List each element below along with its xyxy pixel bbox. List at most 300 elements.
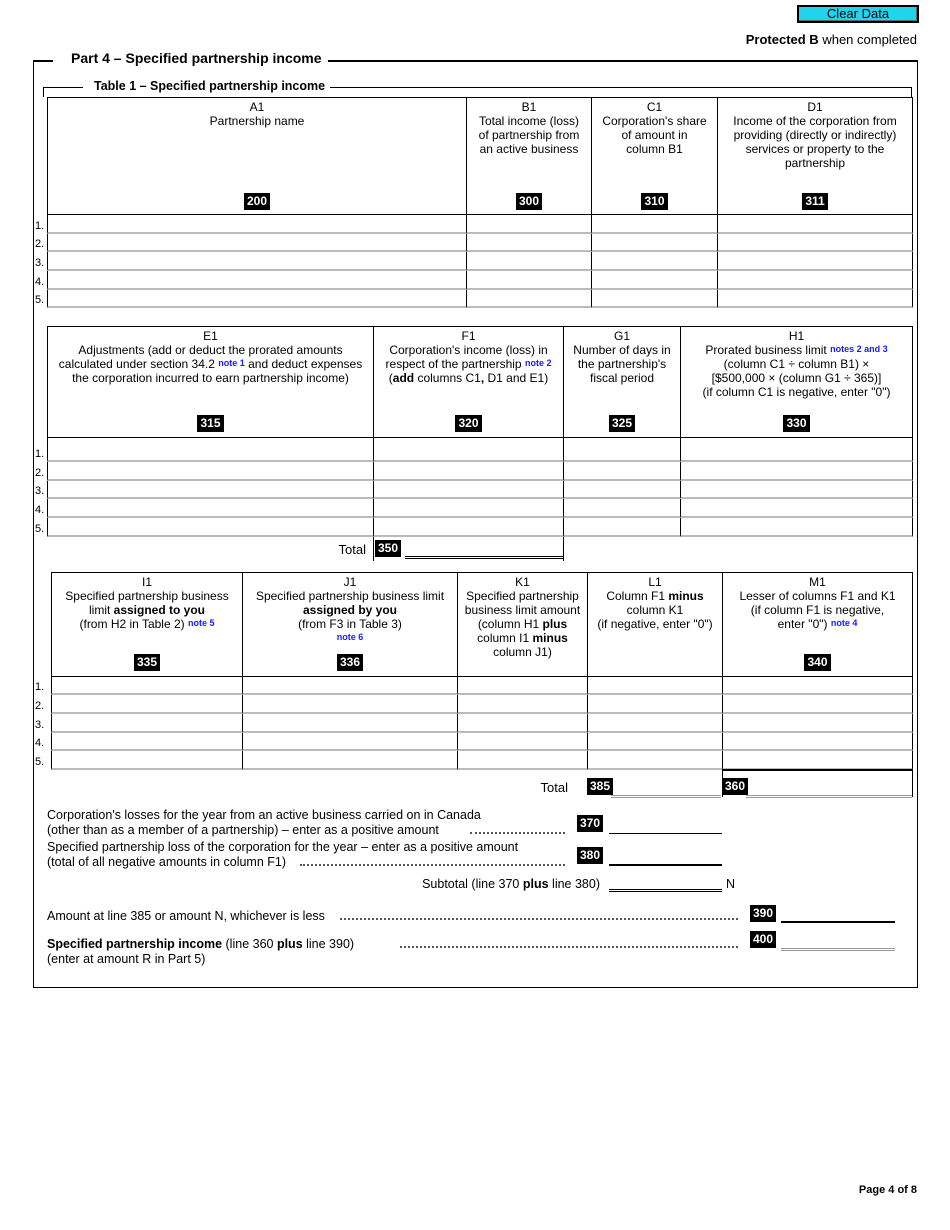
cell-input[interactable] <box>52 751 242 768</box>
cell-input[interactable] <box>374 499 563 516</box>
line-code-340: 340 <box>804 654 830 671</box>
line-code-200: 200 <box>244 193 270 210</box>
column-header-i1 <box>51 572 243 677</box>
cell-input[interactable] <box>718 234 912 250</box>
header-line: (if column F1 is negative, <box>750 603 885 617</box>
line-code-315: 315 <box>197 415 223 432</box>
code-wrap <box>48 193 466 210</box>
cell-input[interactable] <box>458 677 587 693</box>
cell-input[interactable] <box>374 518 563 535</box>
header-line: (if column C1 is negative, enter "0") <box>702 385 891 399</box>
table-cell-h1-row-4 <box>680 499 913 518</box>
column-header-d1 <box>717 97 913 215</box>
cell-input[interactable] <box>564 438 680 460</box>
code-wrap <box>723 654 912 671</box>
cell-input[interactable] <box>48 438 373 460</box>
cell-input[interactable] <box>564 481 680 497</box>
row-number: 2. <box>35 238 45 250</box>
header-line: Number of days in <box>573 343 671 357</box>
header-line <box>374 371 563 385</box>
line-380-text-2: (total of all negative amounts in column F1) <box>47 855 287 869</box>
line-370-input[interactable] <box>609 816 722 834</box>
table-cell-g1-row-4 <box>563 499 681 518</box>
cell-input[interactable] <box>458 695 587 712</box>
protected-suffix: when completed <box>822 32 917 47</box>
header-text: and deduct expenses <box>244 357 363 371</box>
column-letter: A1 <box>249 100 265 114</box>
header-line: Adjustments (add or deduct the prorated amounts <box>78 343 343 357</box>
part4-title: Part 4 – Specified partnership income <box>65 50 328 66</box>
cell-input[interactable] <box>588 695 722 712</box>
table-cell-h1-row-1 <box>680 438 913 462</box>
table-cell-f1-row-2 <box>373 462 564 481</box>
table-cell-c1-row-3 <box>591 252 718 271</box>
line-code-370: 370 <box>577 815 603 832</box>
cell-input[interactable] <box>48 462 373 479</box>
header-line <box>52 617 242 631</box>
note-link[interactable]: note 4 <box>830 618 858 628</box>
line-400-plus: plus <box>276 937 303 951</box>
table-cell-c1-row-2 <box>591 234 718 252</box>
cell-input[interactable] <box>243 751 457 768</box>
code-wrap <box>374 415 563 432</box>
cell-input[interactable] <box>243 714 457 731</box>
column-letter: C1 <box>646 100 663 114</box>
table-cell-k1-row-3 <box>457 714 588 733</box>
line-code-336: 336 <box>337 654 363 671</box>
header-text: D1 and E1) <box>484 371 549 385</box>
cell-input[interactable] <box>723 695 912 712</box>
dot-leader <box>400 946 738 948</box>
row-number: 5. <box>35 294 45 306</box>
table-cell-g1-row-5 <box>563 518 681 537</box>
header-line: Corporation's income (loss) in <box>389 343 548 357</box>
note-link[interactable]: note 5 <box>187 618 215 628</box>
cell-input[interactable] <box>718 215 912 232</box>
header-text-bold: minus <box>668 589 704 603</box>
table-cell-l1-row-2 <box>587 695 723 714</box>
cell-input[interactable] <box>467 234 591 250</box>
line-code-325: 325 <box>609 415 635 432</box>
header-line: Lesser of columns F1 and K1 <box>739 589 896 603</box>
line-380-text: Specified partnership loss of the corporation for the year – enter as a positive amount <box>47 840 519 854</box>
cell-input[interactable] <box>588 751 722 768</box>
protected-level: Protected B <box>745 32 819 47</box>
header-text: limit <box>88 603 114 617</box>
header-text-bold: add <box>392 371 415 385</box>
header-line <box>374 357 563 371</box>
line-390-text: Amount at line 385 or amount N, whichever is less <box>47 909 325 923</box>
header-line: Partnership name <box>209 114 305 128</box>
cell-input[interactable] <box>48 271 466 288</box>
note-link[interactable]: note 6 <box>336 632 364 642</box>
cell-input[interactable] <box>681 518 912 535</box>
column-header-a1 <box>47 97 467 215</box>
table-cell-g1-row-2 <box>563 462 681 481</box>
table-cell-k1-row-5 <box>457 751 588 770</box>
header-line: Corporation's share <box>602 114 707 128</box>
total-label: Total <box>540 780 568 795</box>
code-wrap <box>48 415 373 432</box>
table-cell-l1-row-1 <box>587 677 723 695</box>
table-cell-j1-row-3 <box>242 714 458 733</box>
row-number: 3. <box>35 257 45 269</box>
table-cell-d1-row-2 <box>717 234 913 252</box>
table-cell-m1-row-2 <box>722 695 913 714</box>
header-line: (from F3 in Table 3) <box>298 617 402 631</box>
row-number: 4. <box>35 504 45 516</box>
column-header-f1 <box>373 326 564 438</box>
header-line <box>48 357 373 371</box>
header-line <box>681 343 912 357</box>
header-line: column K1 <box>626 603 684 617</box>
header-text: (from H2 in Table 2) <box>79 617 188 631</box>
cell-input[interactable] <box>681 438 912 460</box>
note-link[interactable]: note 2 <box>524 358 552 368</box>
header-line: of partnership from <box>478 128 580 142</box>
table-cell-h1-row-3 <box>680 481 913 499</box>
row-number: 2. <box>35 467 45 479</box>
header-line <box>723 617 912 631</box>
line-380-input[interactable] <box>609 847 722 866</box>
header-text-bold: , <box>480 371 485 385</box>
table-cell-e1-row-4 <box>47 499 374 518</box>
cell-input[interactable] <box>52 695 242 712</box>
table-cell-c1-row-5 <box>591 290 718 308</box>
subtotal-text-end: line 380) <box>548 877 600 891</box>
table-cell-c1-row-1 <box>591 215 718 234</box>
header-text-bold: assigned by you <box>302 603 398 617</box>
line-code-310: 310 <box>641 193 667 210</box>
line-code-350: 350 <box>375 540 401 557</box>
line-code-380: 380 <box>577 847 603 864</box>
code-wrap <box>467 193 591 210</box>
table-cell-e1-row-2 <box>47 462 374 481</box>
row-number: 3. <box>35 485 45 497</box>
column-header-j1 <box>242 572 458 677</box>
cell-input[interactable] <box>588 714 722 731</box>
subtotal-label <box>300 877 600 891</box>
code-wrap <box>52 654 242 671</box>
cell-input[interactable] <box>52 677 242 693</box>
code-wrap <box>564 415 680 432</box>
line-400-text-2: (enter at amount R in Part 5) <box>47 952 206 966</box>
cell-input[interactable] <box>374 438 563 460</box>
dot-leader <box>470 832 565 834</box>
table-cell-j1-row-5 <box>242 751 458 770</box>
table-cell-b1-row-1 <box>466 215 592 234</box>
cell-input[interactable] <box>681 481 912 497</box>
dot-leader <box>340 918 738 920</box>
table-cell-f1-row-3 <box>373 481 564 499</box>
column-letter: M1 <box>809 575 826 589</box>
cell-input[interactable] <box>718 290 912 306</box>
code-wrap <box>243 654 457 671</box>
header-line: column J1) <box>493 645 552 659</box>
part4-border <box>33 60 53 62</box>
row-number: 2. <box>35 700 45 712</box>
table-cell-l1-row-4 <box>587 733 723 751</box>
column-letter: K1 <box>515 575 530 589</box>
table-cell-h1-row-5 <box>680 518 913 537</box>
header-line: fiscal period <box>589 371 655 385</box>
column-letter: B1 <box>521 100 537 114</box>
table-cell-k1-row-2 <box>457 695 588 714</box>
table1-border <box>330 87 912 88</box>
code-wrap <box>681 415 912 432</box>
header-text: ( <box>388 371 393 385</box>
table-cell-b1-row-2 <box>466 234 592 252</box>
line-390-input[interactable] <box>781 903 895 923</box>
header-line: [$500,000 × (column G1 ÷ 365)] <box>711 371 882 385</box>
cell-input[interactable] <box>592 252 717 269</box>
total-350-box <box>373 537 564 561</box>
table-cell-f1-row-1 <box>373 438 564 462</box>
table-cell-m1-row-3 <box>722 714 913 733</box>
header-line: Specified partnership business limit <box>255 589 445 603</box>
line-400-end: line 390) <box>302 937 355 951</box>
column-letter: I1 <box>141 575 152 589</box>
line-400-mid: (line 360 <box>222 937 277 951</box>
table-cell-f1-row-4 <box>373 499 564 518</box>
cell-input[interactable] <box>592 215 717 232</box>
cell-input[interactable] <box>564 462 680 479</box>
part4-border <box>326 60 918 62</box>
row-number: 4. <box>35 737 45 749</box>
protected-notice <box>746 32 917 47</box>
header-line <box>52 603 242 617</box>
cell-input[interactable] <box>723 714 912 731</box>
total-360-input[interactable] <box>746 776 912 798</box>
header-text-bold: minus <box>532 631 568 645</box>
column-letter: L1 <box>648 575 662 589</box>
table-cell-e1-row-1 <box>47 438 374 462</box>
cell-input[interactable] <box>52 733 242 749</box>
cell-input[interactable] <box>243 733 457 749</box>
cell-input[interactable] <box>458 714 587 731</box>
column-header-k1 <box>457 572 588 677</box>
table-cell-i1-row-4 <box>51 733 243 751</box>
table-cell-d1-row-1 <box>717 215 913 234</box>
cell-input[interactable] <box>458 751 587 768</box>
header-line: Specified partnership business <box>65 589 229 603</box>
table-cell-i1-row-1 <box>51 677 243 695</box>
column-letter: E1 <box>203 329 218 343</box>
line-370-text-2: (other than as a member of a partnership) – enter as a positive amount <box>47 823 439 837</box>
amount-n-label: N <box>726 877 736 891</box>
header-line: column B1 <box>626 142 683 156</box>
row-number: 4. <box>35 276 45 288</box>
cell-input[interactable] <box>374 462 563 479</box>
line-code-311: 311 <box>802 193 827 210</box>
column-header-c1 <box>591 97 718 215</box>
cell-input[interactable] <box>718 252 912 269</box>
column-letter: H1 <box>788 329 805 343</box>
table1-title: Table 1 – Specified partnership income <box>90 79 329 93</box>
row-number: 1. <box>35 448 45 460</box>
table-cell-j1-row-4 <box>242 733 458 751</box>
cell-input[interactable] <box>243 677 457 693</box>
header-line <box>243 603 457 617</box>
cell-input[interactable] <box>681 462 912 479</box>
line-370-text: Corporation's losses for the year from an active business carried on in Canada <box>47 808 481 822</box>
header-text: respect of the partnership <box>385 357 525 371</box>
table-cell-g1-row-3 <box>563 481 681 499</box>
line-code-360: 360 <box>722 778 748 795</box>
cell-input[interactable] <box>718 271 912 288</box>
cell-input[interactable] <box>592 290 717 306</box>
column-header-g1 <box>563 326 681 438</box>
table-cell-i1-row-2 <box>51 695 243 714</box>
cell-input[interactable] <box>467 271 591 288</box>
table1-border <box>43 87 83 88</box>
table-cell-e1-row-5 <box>47 518 374 537</box>
line-code-400: 400 <box>750 931 776 948</box>
line-code-330: 330 <box>783 415 809 432</box>
total-385-input[interactable] <box>611 776 721 798</box>
table-cell-b1-row-3 <box>466 252 592 271</box>
line-code-300: 300 <box>516 193 542 210</box>
table-cell-a1-row-5 <box>47 290 467 308</box>
table-cell-g1-row-1 <box>563 438 681 462</box>
cell-input[interactable] <box>48 290 466 306</box>
cell-input[interactable] <box>564 499 680 516</box>
table-cell-m1-row-1 <box>722 677 913 695</box>
row-number: 5. <box>35 523 45 535</box>
cell-input[interactable] <box>592 271 717 288</box>
cell-input[interactable] <box>374 481 563 497</box>
header-line: the partnership's <box>577 357 667 371</box>
header-line <box>458 617 587 631</box>
line-code-385: 385 <box>587 778 613 795</box>
table-cell-a1-row-1 <box>47 215 467 234</box>
table-cell-a1-row-3 <box>47 252 467 271</box>
table-cell-j1-row-2 <box>242 695 458 714</box>
column-letter: F1 <box>461 329 476 343</box>
table-cell-b1-row-4 <box>466 271 592 290</box>
header-text: columns C1 <box>414 371 481 385</box>
row-number: 1. <box>35 681 45 693</box>
cell-input[interactable] <box>243 695 457 712</box>
header-line: Total income (loss) <box>478 114 580 128</box>
column-header-m1 <box>722 572 913 677</box>
column-letter: D1 <box>807 100 823 114</box>
header-line: of amount in <box>621 128 688 142</box>
cell-input[interactable] <box>467 215 591 232</box>
table-cell-d1-row-3 <box>717 252 913 271</box>
cell-input[interactable] <box>48 215 466 232</box>
header-line: an active business <box>479 142 579 156</box>
header-text-bold: plus <box>542 617 568 631</box>
table-cell-k1-row-4 <box>457 733 588 751</box>
cell-input[interactable] <box>48 481 373 497</box>
table-cell-c1-row-4 <box>591 271 718 290</box>
clear-data-button[interactable]: Clear Data <box>797 5 919 23</box>
note-link[interactable]: note 1 <box>218 358 245 368</box>
header-line <box>243 631 457 645</box>
total-label: Total <box>338 542 366 557</box>
cell-input[interactable] <box>48 252 466 269</box>
cell-input[interactable] <box>588 677 722 693</box>
line-400-text <box>47 937 354 952</box>
column-header-b1 <box>466 97 592 215</box>
cell-input[interactable] <box>48 518 373 535</box>
line-code-335: 335 <box>134 654 160 671</box>
header-line <box>458 631 587 645</box>
cell-input[interactable] <box>48 234 466 250</box>
header-text: (column H1 <box>477 617 543 631</box>
table-cell-d1-row-4 <box>717 271 913 290</box>
code-wrap <box>718 193 912 210</box>
header-line <box>588 589 722 603</box>
page-number: Page 4 of 8 <box>858 1184 917 1196</box>
cell-input[interactable] <box>564 518 680 535</box>
table-cell-k1-row-1 <box>457 677 588 695</box>
line-400-bold: Specified partnership income <box>47 937 223 951</box>
cell-input[interactable] <box>723 677 912 693</box>
column-header-e1 <box>47 326 374 438</box>
header-text: Prorated business limit <box>705 343 831 357</box>
header-line: partnership <box>784 156 846 170</box>
table-cell-l1-row-3 <box>587 714 723 733</box>
header-line: Income of the corporation from <box>733 114 897 128</box>
header-line: providing (directly or indirectly) <box>733 128 897 142</box>
column-letter: G1 <box>613 329 630 343</box>
row-number: 1. <box>35 220 45 232</box>
header-text: column I1 <box>477 631 533 645</box>
table-cell-e1-row-3 <box>47 481 374 499</box>
subtotal-input[interactable] <box>609 872 722 892</box>
cell-input[interactable] <box>48 499 373 516</box>
dot-leader <box>300 864 565 866</box>
table-cell-f1-row-5 <box>373 518 564 537</box>
table-cell-h1-row-2 <box>680 462 913 481</box>
column-header-h1 <box>680 326 913 438</box>
table-cell-a1-row-4 <box>47 271 467 290</box>
cell-input[interactable] <box>467 290 591 306</box>
code-wrap <box>592 193 717 210</box>
table-cell-m1-row-5 <box>722 751 913 770</box>
subtotal-text: Subtotal (line 370 <box>422 877 523 891</box>
header-line: business limit amount <box>464 603 581 617</box>
table-cell-b1-row-5 <box>466 290 592 308</box>
row-number: 5. <box>35 756 45 768</box>
cell-input[interactable] <box>723 733 912 749</box>
header-line: the corporation incurred to earn partnership income) <box>72 371 349 385</box>
header-line: (if negative, enter "0") <box>597 617 713 631</box>
column-letter: J1 <box>343 575 357 589</box>
note-link[interactable]: notes 2 and 3 <box>830 344 888 354</box>
cell-input[interactable] <box>467 252 591 269</box>
table-cell-m1-row-4 <box>722 733 913 751</box>
total-350-input[interactable] <box>405 537 563 559</box>
cell-input[interactable] <box>681 499 912 516</box>
header-line: Specified partnership <box>466 589 579 603</box>
table-cell-i1-row-3 <box>51 714 243 733</box>
line-code-320: 320 <box>455 415 481 432</box>
cell-input[interactable] <box>723 751 912 768</box>
header-line: (column C1 ÷ column B1) × <box>723 357 870 371</box>
cell-input[interactable] <box>52 714 242 731</box>
cell-input[interactable] <box>592 234 717 250</box>
row-number: 3. <box>35 719 45 731</box>
cell-input[interactable] <box>588 733 722 749</box>
line-400-input[interactable] <box>781 930 895 951</box>
column-header-l1 <box>587 572 723 677</box>
table-cell-i1-row-5 <box>51 751 243 770</box>
table-cell-a1-row-2 <box>47 234 467 252</box>
cell-input[interactable] <box>458 733 587 749</box>
